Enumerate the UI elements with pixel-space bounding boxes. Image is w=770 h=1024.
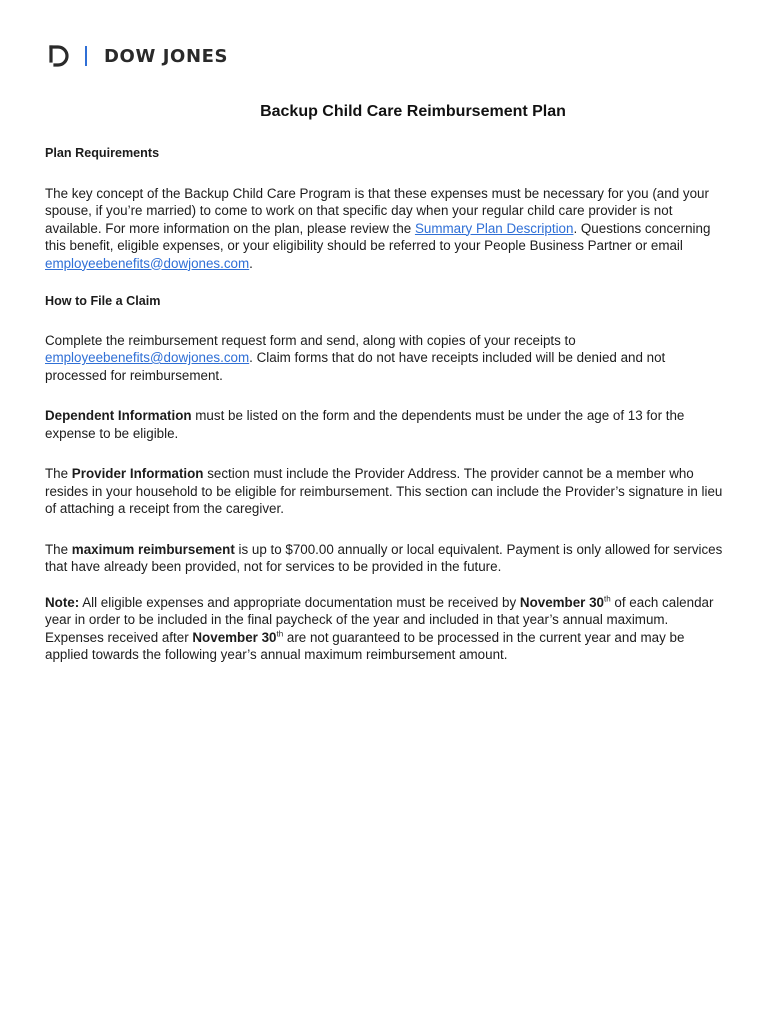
paragraph-text: The bbox=[45, 466, 72, 481]
deadline-date: November 30 bbox=[519, 594, 605, 610]
provider-information-label: Provider Information bbox=[71, 466, 204, 481]
dependent-information-paragraph bbox=[45, 407, 727, 442]
paragraph-text: . Claim forms that do not have receipts included will be denied and not processed for reimbursement. bbox=[45, 350, 666, 383]
paragraph-text: . Questions concerning this benefit, eligible expenses, or your eligibility should be referred to your People Business Partner or email bbox=[45, 220, 711, 253]
paragraph-text: are not guaranteed to be processed in the current year and may be applied towards the following year’s annual maximum reimbursement amount. bbox=[45, 629, 685, 662]
paragraph-text: is up to $700.00 annually or local equivalent. Payment is only allowed for services that have already been provided, not for services to be provided in the future. bbox=[45, 541, 723, 574]
how-to-file-paragraph bbox=[45, 332, 727, 385]
plan-requirements-paragraph bbox=[45, 185, 727, 273]
ordinal-suffix: th bbox=[276, 629, 284, 639]
paragraph-text: All eligible expenses and appropriate documentation must be received by bbox=[79, 594, 520, 610]
note-paragraph bbox=[45, 594, 727, 664]
page-title: Backup Child Care Reimbursement Plan bbox=[260, 103, 566, 120]
note-label: Note: bbox=[45, 594, 80, 610]
maximum-reimbursement-label: maximum reimbursement bbox=[71, 541, 235, 557]
deadline-date: November 30 bbox=[192, 629, 277, 645]
logo-divider bbox=[85, 46, 87, 66]
ordinal-suffix: th bbox=[604, 594, 611, 604]
plan-requirements-heading: Plan Requirements bbox=[45, 146, 160, 160]
document-body bbox=[45, 145, 727, 664]
summary-plan-description-link[interactable]: Summary Plan Description bbox=[414, 220, 574, 236]
maximum-reimbursement-paragraph bbox=[45, 541, 727, 576]
paragraph-text: must be listed on the form and the dependents must be under the age of 13 for the expense to be eligible. bbox=[45, 408, 685, 441]
paragraph-text: The key concept of the Backup Child Care Program is that these expenses must be necessary for you (and your spouse, if you’re married) to come to work on that specific day when your regular child care provider is not available. For more information on the plan, please review the bbox=[45, 185, 709, 236]
dow-jones-logo bbox=[49, 44, 228, 68]
paragraph-text: Complete the reimbursement request form and send, along with copies of your receipts to bbox=[45, 332, 576, 348]
benefits-email-link[interactable]: employeebenefits@dowjones.com bbox=[45, 350, 250, 365]
dependent-information-label: Dependent Information bbox=[45, 408, 192, 423]
dow-jones-d-icon bbox=[49, 45, 69, 67]
how-to-file-heading: How to File a Claim bbox=[45, 294, 161, 308]
paragraph-text: . bbox=[249, 255, 253, 271]
paragraph-text: section must include the Provider Address. The provider cannot be a member who resides in your household to be eligible for reimbursement. This section can include the Provider’s signature in lieu of attaching a receipt from the caregiver. bbox=[45, 466, 723, 516]
paragraph-text: The bbox=[45, 541, 72, 557]
brand-name: DOW JONES bbox=[104, 45, 229, 67]
paragraph-text: of each calendar year in order to be included in the final paycheck of the year and included in that year’s annual maximum. Expenses received after bbox=[45, 594, 714, 645]
provider-information-paragraph bbox=[45, 465, 727, 518]
benefits-email-link[interactable]: employeebenefits@dowjones.com bbox=[45, 255, 250, 271]
